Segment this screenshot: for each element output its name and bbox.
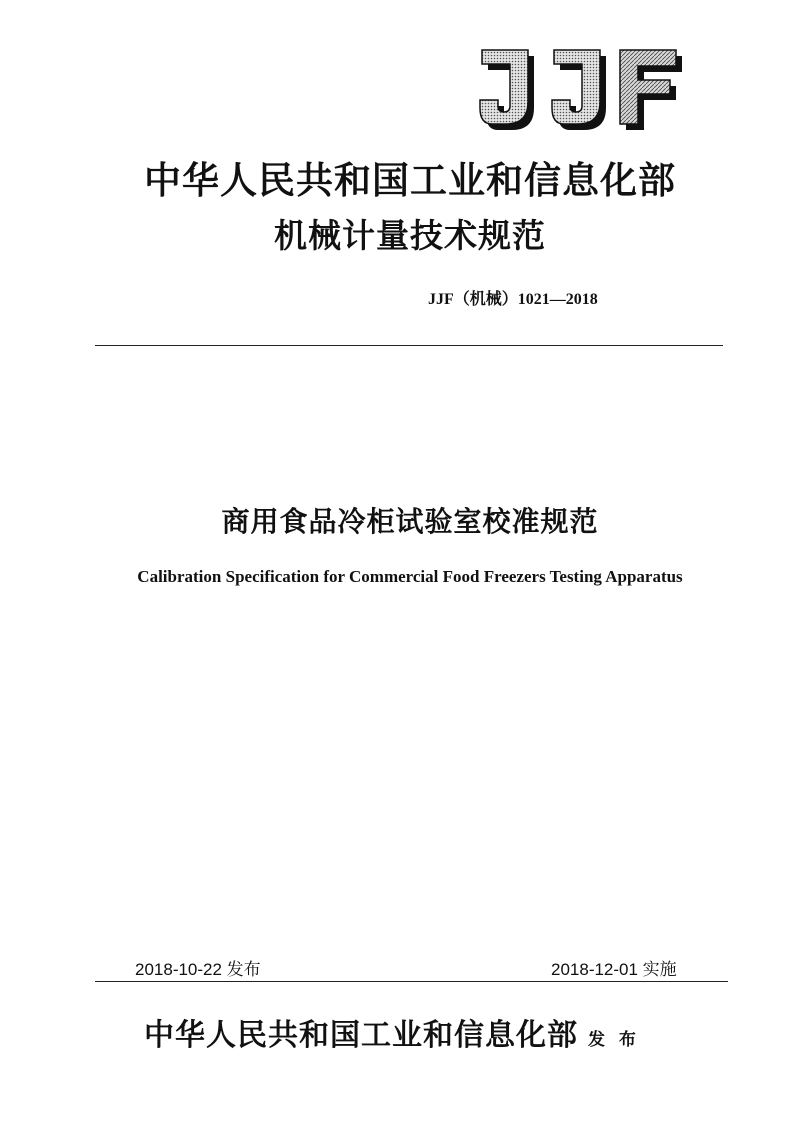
- document-title-english: Calibration Specification for Commercial Food Freezers Testing Apparatus: [137, 567, 683, 586]
- header-divider: [95, 345, 723, 346]
- jjf-logo-icon: [478, 48, 684, 134]
- spec-code: JJF（机械）1021—2018: [428, 291, 598, 308]
- issue-date: 2018-10-22 发布: [135, 960, 261, 979]
- implementation-date: 2018-12-01 实施: [551, 960, 677, 979]
- publisher-name: 中华人民共和国工业和信息化部: [144, 1018, 578, 1053]
- publisher-action: 发 布: [588, 1030, 640, 1050]
- footer-divider: [95, 981, 728, 982]
- ministry-title: 中华人民共和国工业和信息化部: [144, 158, 676, 202]
- publisher-line: [144, 1010, 640, 1054]
- spec-type-title: 机械计量技术规范: [274, 216, 546, 255]
- document-title-chinese: 商用食品冷柜试验室校准规范: [221, 505, 599, 538]
